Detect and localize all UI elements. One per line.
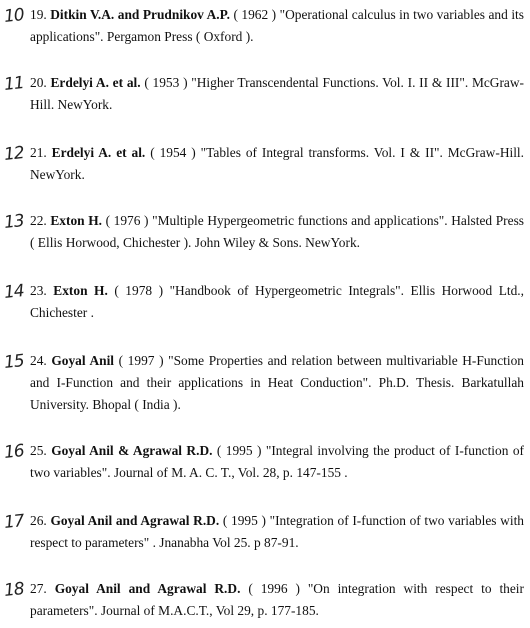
handwritten-margin-number: 16: [3, 441, 25, 463]
reference-text: [30, 72, 524, 116]
reference-details: ( 1997 ) "Some Properties and relation between multivariable H-Function and I-Function and their applications in Heat Conduction". Ph.D. Thesis. Barkatullah University. Bhopal ( India ).: [30, 353, 524, 412]
reference-number: 26.: [30, 513, 47, 528]
reference-number: 21.: [30, 145, 47, 160]
reference-text: [30, 210, 524, 254]
reference-text: [30, 280, 524, 324]
reference-number: 23.: [30, 283, 47, 298]
handwritten-margin-number: 11: [3, 73, 25, 95]
reference-number: 22.: [30, 213, 47, 228]
reference-text: [30, 510, 524, 554]
reference-number: 20.: [30, 75, 47, 90]
reference-number: 27.: [30, 581, 47, 596]
reference-number: 25.: [30, 443, 47, 458]
handwritten-margin-number: 13: [3, 211, 25, 233]
reference-authors: Ditkin V.A. and Prudnikov A.P.: [50, 7, 230, 22]
handwritten-margin-number: 15: [3, 351, 25, 373]
reference-authors: Erdelyi A. et al.: [51, 145, 146, 160]
reference-details: ( 1962 ) "Operational calculus in two variables and its applications". Pergamon Press ( Oxford ).: [30, 7, 524, 44]
reference-text: [30, 4, 524, 48]
reference-authors: Erdelyi A. et al.: [50, 75, 141, 90]
reference-details: ( 1996 ) "On integration with respect to their parameters". Journal of M.A.C.T., Vol 29, p. 177-185.: [30, 581, 524, 618]
handwritten-margin-number: 18: [3, 579, 25, 601]
reference-authors: Goyal Anil and Agrawal R.D.: [54, 581, 241, 596]
reference-details: ( 1953 ) "Higher Transcendental Functions. Vol. I. II & III". McGraw-Hill. NewYork.: [30, 75, 524, 112]
handwritten-margin-number: 17: [3, 511, 25, 533]
reference-text: [30, 142, 524, 186]
reference-authors: Goyal Anil and Agrawal R.D.: [50, 513, 220, 528]
handwritten-margin-number: 12: [3, 143, 25, 165]
reference-details: ( 1995 ) "Integral involving the product of I-function of two variables". Journal of M. A. C. T., Vol. 28, p. 147-155 .: [30, 443, 524, 480]
reference-authors: Exton H.: [50, 213, 102, 228]
reference-authors: Goyal Anil: [51, 353, 115, 368]
reference-details: ( 1954 ) "Tables of Integral transforms. Vol. I & II". McGraw-Hill. NewYork.: [30, 145, 524, 182]
reference-authors: Goyal Anil & Agrawal R.D.: [51, 443, 213, 458]
reference-number: 19.: [30, 7, 47, 22]
reference-details: ( 1995 ) "Integration of I-function of two variables with respect to parameters" . Jnanabha Vol 25. p 87-91.: [30, 513, 524, 550]
reference-number: 24.: [30, 353, 47, 368]
handwritten-margin-number: 14: [3, 281, 25, 303]
reference-text: [30, 578, 524, 622]
handwritten-margin-number: 10: [3, 5, 25, 27]
reference-details: ( 1978 ) "Handbook of Hypergeometric Integrals". Ellis Horwood Ltd., Chichester .: [30, 283, 524, 320]
reference-details: ( 1976 ) "Multiple Hypergeometric functions and applications". Halsted Press ( Ellis Horwood, Chichester ). John Wiley & Sons. NewYork.: [30, 213, 525, 250]
reference-text: [30, 350, 524, 416]
reference-authors: Exton H.: [53, 283, 108, 298]
reference-text: [30, 440, 524, 484]
